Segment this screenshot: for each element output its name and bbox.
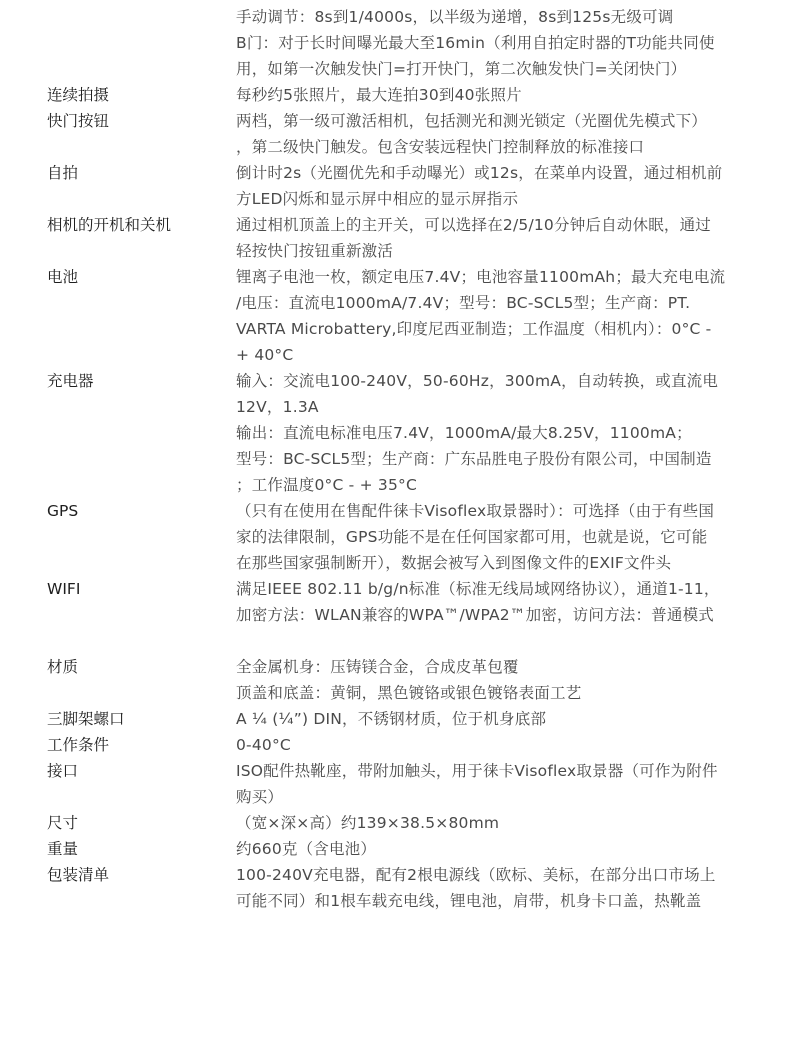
spec-row-gps <box>0 498 790 576</box>
spec-row-tripod-thread <box>0 706 790 732</box>
spec-value-line: 全金属机身：压铸镁合金，合成皮革包覆 <box>236 658 519 676</box>
spec-label: 电池 <box>47 268 79 286</box>
spec-value <box>236 862 758 914</box>
spec-value-line: 型号：BC-SCL5型；生产商：广东品胜电子股份有限公司，中国制造 <box>236 450 712 468</box>
spec-value <box>236 212 758 264</box>
spec-value-line: 每秒约5张照片，最大连拍30到40张照片 <box>236 86 522 104</box>
spec-label: 相机的开机和关机 <box>47 216 172 234</box>
spec-value-line: + 40°C <box>236 346 294 364</box>
spec-value-line: 倒计时2s（光圈优先和手动曝光）或12s，在菜单内设置，通过相机前 <box>236 164 723 182</box>
spec-value <box>236 82 758 108</box>
spec-value-line: ；工作温度0°C - + 35°C <box>236 476 417 494</box>
spec-label: 三脚架螺口 <box>47 710 125 728</box>
spec-value-line: （宽×深×高）约139×38.5×80mm <box>236 814 500 832</box>
spec-value-line: 输入：交流电100-240V，50-60Hz，300mA，自动转换，或直流电 <box>236 372 719 390</box>
spec-value-line: 轻按快门按钮重新激活 <box>236 242 394 260</box>
spec-value-line: VARTA Microbattery,印度尼西亚制造；工作温度（相机内）：0°C - <box>236 320 712 338</box>
spec-value-line: 输出：直流电标准电压7.4V，1000mA/最大8.25V，1100mA； <box>236 424 692 442</box>
spec-value <box>236 264 758 368</box>
spec-row-material <box>0 654 790 706</box>
spec-value <box>236 706 758 732</box>
spec-row-battery <box>0 264 790 368</box>
spec-value-line: 0-40°C <box>236 736 291 754</box>
spec-label: 包装清单 <box>47 866 110 884</box>
spec-value <box>236 576 758 654</box>
spec-value <box>236 108 758 160</box>
spec-row-weight <box>0 836 790 862</box>
spec-value-line: 在那些国家强制断开），数据会被写入到图像文件的EXIF文件头 <box>236 554 672 572</box>
spec-value <box>236 4 758 82</box>
spec-row-power-on-off <box>0 212 790 264</box>
spec-value-line: 12V，1.3A <box>236 398 319 416</box>
spec-value-line: ，第二级快门触发。包含安装远程快门控制释放的标准接口 <box>236 138 645 156</box>
spec-value <box>236 836 758 862</box>
spec-value-line: 满足IEEE 802.11 b/g/n标准（标准无线局域网络协议），通道1-11， <box>236 580 720 598</box>
spec-value-line: B门：对于长时间曝光最大至16min（利用自拍定时器的T功能共同使 <box>236 34 715 52</box>
spec-value-line: A ¼ (¼”) DIN，不锈钢材质，位于机身底部 <box>236 710 547 728</box>
spec-value-line: 方LED闪烁和显示屏中相应的显示屏指示 <box>236 190 519 208</box>
spec-value-line: 家的法律限制，GPS功能不是在任何国家都可用，也就是说，它可能 <box>236 528 708 546</box>
spec-value <box>236 368 758 498</box>
spec-value-line: 通过相机顶盖上的主开关，可以选择在2/5/10分钟后自动休眠，通过 <box>236 216 711 234</box>
spec-row-package-contents <box>0 862 790 914</box>
spec-label: 连续拍摄 <box>47 86 110 104</box>
spec-row-continuous-shooting <box>0 82 790 108</box>
spec-value-line: 100-240V充电器，配有2根电源线（欧标、美标，在部分出口市场上 <box>236 866 716 884</box>
spec-row-interface <box>0 758 790 810</box>
spec-value-line: /电压：直流电1000mA/7.4V；型号：BC-SCL5型；生产商：PT. <box>236 294 691 312</box>
spec-label: 快门按钮 <box>47 112 110 130</box>
spec-label: 重量 <box>47 840 79 858</box>
spec-row-shutter-button <box>0 108 790 160</box>
spec-label: 充电器 <box>47 372 94 390</box>
spec-label: WIFI <box>47 580 81 598</box>
spec-value-line: ISO配件热靴座，带附加触头，用于徕卡Visoflex取景器（可作为附件 <box>236 762 718 780</box>
spec-value-line: （只有在使用在售配件徕卡Visoflex取景器时）：可选择（由于有些国 <box>236 502 715 520</box>
spec-row-charger <box>0 368 790 498</box>
spec-row-wifi <box>0 576 790 654</box>
spec-value <box>236 160 758 212</box>
spec-label: 自拍 <box>47 164 79 182</box>
spec-value <box>236 498 758 576</box>
spec-label: 接口 <box>47 762 79 780</box>
spec-label: 工作条件 <box>47 736 110 754</box>
spec-value-line: 顶盖和底盖：黄铜，黑色镀铬或银色镀铬表面工艺 <box>236 684 582 702</box>
spec-row-self-timer <box>0 160 790 212</box>
spec-row-shutter-speed <box>0 4 790 82</box>
spec-value <box>236 810 758 836</box>
spec-value-line: 两档，第一级可激活相机，包括测光和测光锁定（光圈优先模式下） <box>236 112 708 130</box>
spec-row-dimensions <box>0 810 790 836</box>
spec-row-operating-conditions <box>0 732 790 758</box>
spec-value <box>236 758 758 810</box>
spec-value-line: 锂离子电池一枚，额定电压7.4V；电池容量1100mAh；最大充电电流 <box>236 268 726 286</box>
spec-value <box>236 654 758 706</box>
spec-value-line: 用，如第一次触发快门=打开快门，第二次触发快门=关闭快门） <box>236 60 687 78</box>
spec-label: 尺寸 <box>47 814 79 832</box>
spec-value-line: 加密方法：WLAN兼容的WPA™/WPA2™加密，访问方法：普通模式 <box>236 606 714 624</box>
spec-label: GPS <box>47 502 79 520</box>
spec-value-line: 手动调节：8s到1/4000s，以半级为递增，8s到125s无级可调 <box>236 8 674 26</box>
spec-value-line <box>236 628 758 654</box>
spec-value-line: 约660克（含电池） <box>236 840 377 858</box>
spec-value-line: 购买） <box>236 788 284 806</box>
spec-label: 材质 <box>47 658 79 676</box>
spec-value <box>236 732 758 758</box>
spec-value-line: 可能不同）和1根车载充电线，锂电池，肩带，机身卡口盖，热靴盖 <box>236 892 702 910</box>
